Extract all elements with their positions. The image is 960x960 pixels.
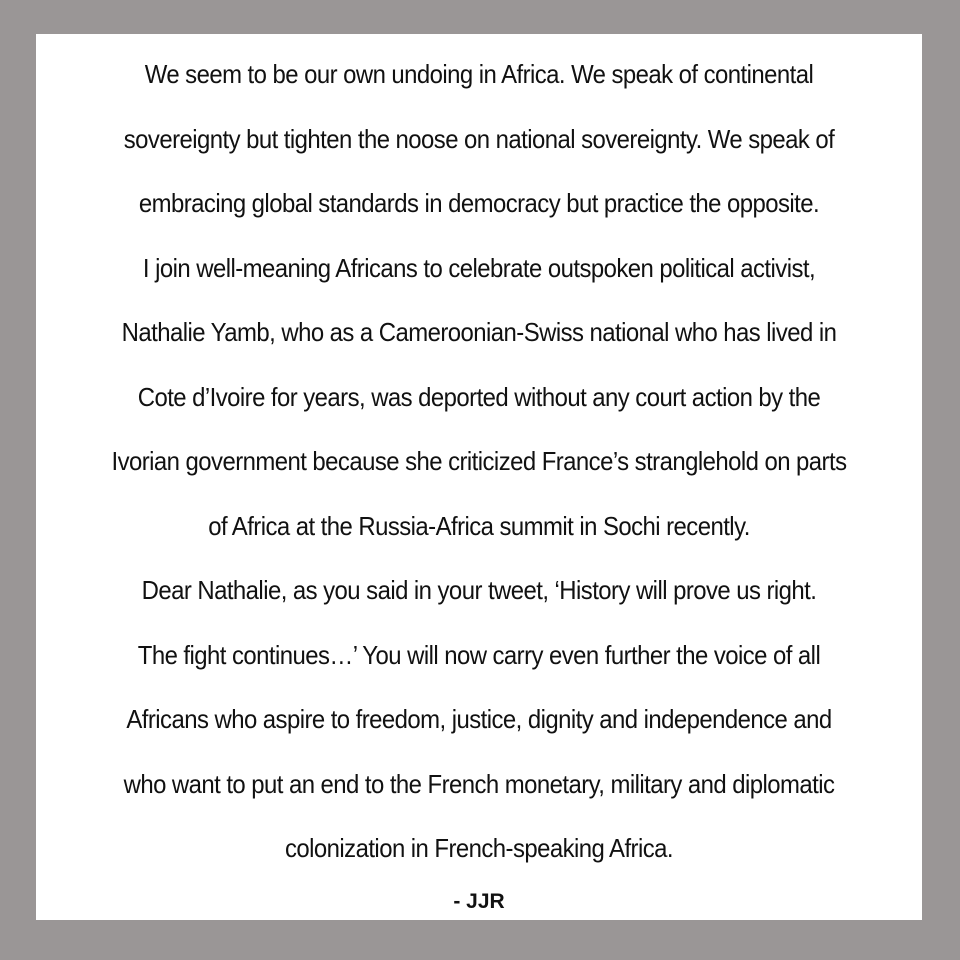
quote-line: who want to put an end to the French monetary, military and diplomatic	[123, 768, 835, 799]
quote-line: Africans who aspire to freedom, justice, dignity and independence and	[126, 704, 832, 734]
quote-text	[71, 42, 886, 881]
quote-line: of Africa at the Russia-Africa summit in Sochi recently.	[208, 510, 750, 541]
quote-line: embracing global standards in democracy but practice the opposite.	[138, 188, 820, 218]
quote-line: sovereignty but tighten the noose on national sovereignty. We speak of	[123, 123, 835, 154]
quote-line: colonization in French-speaking Africa.	[284, 833, 673, 863]
quote-line: Dear Nathalie, as you said in your tweet, ‘History will prove us right.	[141, 575, 817, 605]
quote-card	[36, 34, 922, 920]
quote-line: Cote d’Ivoire for years, was deported without any court action by the	[137, 381, 821, 412]
quote-line: I join well-meaning Africans to celebrate outspoken political activist,	[142, 252, 816, 283]
quote-line: We seem to be our own undoing in Africa. We speak of continental	[144, 59, 814, 89]
quote-line: The fight continues…’ You will now carry even further the voice of all	[137, 639, 821, 670]
quote-line: Nathalie Yamb, who as a Cameroonian-Swiss national who has lived in	[121, 317, 837, 347]
quote-line: Ivorian government because she criticized France’s stranglehold on parts	[111, 446, 847, 476]
signature: - JJR	[453, 890, 505, 913]
